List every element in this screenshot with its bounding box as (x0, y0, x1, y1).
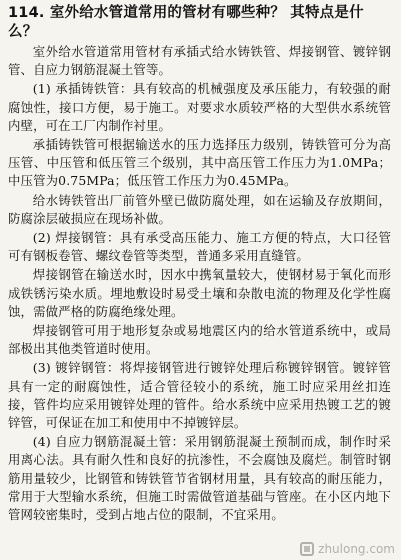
paragraph-intro: 室外给水管道常用管材有承插式给水铸铁管、焊接钢管、镀锌钢管、自应力钢筋混凝土管等。 (8, 44, 391, 78)
paragraph-galvanized-pipe: (3) 镀锌钢管：将焊接钢管进行镀锌处理后称镀锌钢管。镀锌管具有一定的耐腐蚀性，适合管径较小的系统，施工时应采用丝扣连接，管件均应采用镀锌处理的管件。给水系统中应采用热镀工艺的镀锌管，可保证在加工和使用中不掉镀锌层。 (8, 360, 391, 431)
paragraph-cast-iron-pipe: (1) 承插铸铁管：具有较高的机械强度及承压能力，有较强的耐腐蚀性，接口方便，易于施工。对要求水质较严格的大型供水系统管内壁，可在工厂内制作衬里。 (8, 81, 391, 133)
paragraph-welded-steel-usage: 焊接钢管可用于地形复杂或易地震区内的给水管道系统中，或局部极出其他类管道时使用。 (8, 323, 391, 357)
paragraph-cast-iron-pressure: 承插铸铁管可根据输送水的压力选择压力级别，铸铁管可分为高压管、中压管和低压管三个级别，其中高压管工作压力为1.0MPa；中压管为0.75MPa；低压管工作压力为0.45MPa。 (8, 137, 391, 189)
paragraph-welded-steel-corrosion: 焊接钢管在输送水时，因水中携氧量较大，使钢材易于氧化而形成铁锈污染水质。埋地敷设时易受土壤和杂散电流的物理及化学性腐蚀，需做严格的防腐绝缘处理。 (8, 267, 391, 319)
watermark-text: zhulong.com (318, 542, 395, 556)
question-title: 114. 室外给水管道常用的管材有哪些种？ 其特点是什么？ (8, 5, 364, 40)
paragraph-concrete-pipe: (4) 自应力钢筋混凝土管：采用钢筋混凝土预制而成，制作时采用离心法。具有耐久性和良好的抗渗性，不会腐蚀及腐烂。制管时钢筋用量较少，比钢管和铸铁管节省钢材用量，具有较高的耐压能力，常用于大型输水系统，但施工时需做管道基础与管座。在小区内地下管网较密集时，受到占地占位的限制，不宜采用。 (8, 434, 391, 523)
watermark-logo-icon (300, 542, 314, 556)
paragraph-cast-iron-anticorrosion: 给水铸铁管出厂前管外壁已做防腐处理，如在运输及存放期间，防腐涂层破损应在现场补做。 (8, 192, 391, 226)
paragraph-welded-steel-pipe: (2) 焊接钢管：具有承受高压能力、施工方便的特点，大口径管可有钢板卷管、螺纹卷管等类型，普通多采用直缝管。 (8, 230, 391, 264)
site-watermark (300, 542, 395, 556)
